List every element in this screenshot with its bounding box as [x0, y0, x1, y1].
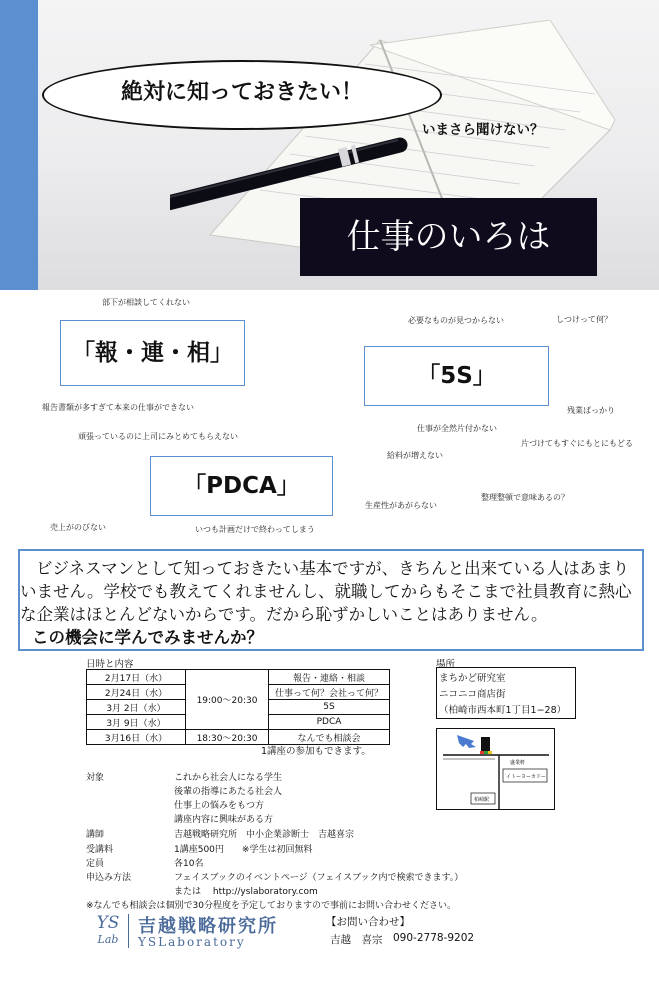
- fee-label: 受講料: [86, 845, 114, 855]
- capacity-label: 定員: [86, 859, 105, 869]
- concern-phrase: 部下が相談してくれない: [102, 298, 190, 307]
- logo-divider: [128, 914, 129, 948]
- hero-banner: [0, 0, 659, 290]
- lecturer-label: 講師: [86, 830, 105, 840]
- intro-line: ビジネスマンとして知っておきたい基本ですが、きちんと出来ている人はあまり: [36, 559, 630, 578]
- topic-box-pdca: 「PDCA」: [150, 456, 333, 516]
- page-title: 仕事のいろは: [346, 217, 551, 257]
- apply-value: フェイスブックのイベントページ（フェイスブック内で検索できます。）: [174, 873, 464, 883]
- concern-phrase: 仕事が全然片付かない: [417, 424, 497, 433]
- topic-box-5s: 「5S」: [364, 346, 549, 406]
- headline-text: 絶対に知っておきたい！: [120, 80, 363, 105]
- schedule-table: [86, 669, 390, 745]
- logo-mark: [88, 912, 128, 950]
- org-name: 吉越戦略研究所: [138, 916, 278, 937]
- venue-address: （柏崎市西本町1丁目1−28）: [439, 705, 567, 716]
- lecturer-value: 吉越戦略研究所 中小企業診断士 吉越喜宗: [174, 830, 355, 840]
- topic-cell: なんでも相談会: [269, 730, 390, 745]
- map-label: イトーヨーカドー: [506, 774, 546, 780]
- apply-label: 申込み方法: [86, 873, 132, 883]
- concern-phrase: 頑張っているのに上司にみとめてもらえない: [78, 432, 238, 441]
- capacity-value: 各10名: [174, 859, 204, 869]
- topic-cell: 5S: [269, 700, 390, 715]
- date-cell: 3月 9日（水）: [87, 715, 186, 730]
- accent-stripe: [0, 0, 38, 290]
- date-cell: 2月24日（水）: [87, 685, 186, 700]
- intro-call-to-action: この機会に学んでみませんか？: [32, 628, 263, 647]
- concern-phrase: 整理整頓で意味あるの？: [481, 493, 569, 502]
- venue-name: まちかど研究室: [439, 673, 506, 684]
- target-item: これから社会人になる学生: [174, 773, 283, 783]
- concern-phrase: 報告書類が多すぎて本来の仕事ができない: [42, 403, 194, 412]
- target-label: 対象: [86, 773, 105, 783]
- intro-line: いません。学校でも教えてくれませんし、就職してからもそこまで社員教育に熱心: [20, 582, 632, 601]
- venue-map: [436, 728, 555, 810]
- concern-phrase: 売上がのびない: [50, 523, 106, 532]
- target-item: 仕事上の悩みをもつ方: [174, 801, 265, 811]
- schedule-heading: 日時と内容: [86, 659, 134, 670]
- concern-phrase: 給料が増えない: [387, 451, 443, 460]
- schedule-note: 1講座の参加もできます。: [261, 746, 371, 757]
- contact-heading: 【お問い合わせ】: [326, 916, 410, 928]
- table-row: [87, 670, 390, 685]
- topic-cell: 仕事って何？会社って何？: [269, 685, 390, 700]
- target-item: 後輩の指導にあたる社会人: [174, 787, 283, 797]
- map-label: 盛業軒: [510, 760, 526, 766]
- concern-phrase: 片づけてもすぐにもとにもどる: [521, 439, 633, 448]
- date-cell: 3月16日（水）: [87, 730, 186, 745]
- topic-box-horenso: 「報・連・相」: [60, 320, 245, 386]
- date-cell: 3月 2日（水）: [87, 700, 186, 715]
- apply-url[interactable]: または http://yslaboratory.com: [174, 887, 318, 897]
- concern-phrase: 必要なものが見つからない: [408, 316, 504, 325]
- contact-name: 吉越 喜宗: [330, 934, 383, 946]
- concern-phrase: しつけって何？: [556, 315, 612, 324]
- map-label: 柏崎駅: [474, 797, 490, 803]
- venue-heading: 場所: [436, 659, 456, 670]
- concern-phrase: いつも計画だけで終わってしまう: [195, 525, 315, 534]
- map-drawing: [437, 729, 554, 809]
- time-cell: 19:00～20:30: [186, 670, 269, 730]
- logo-mark-lab: Lab: [97, 933, 119, 946]
- intro-line: な企業はほとんどないからです。だから恥ずかしいことはありません。: [20, 605, 548, 624]
- concern-phrase: 生産性があがらない: [365, 501, 437, 510]
- target-item: 講座内容に興味がある方: [174, 815, 274, 825]
- logo-mark-ys: YS: [96, 913, 120, 933]
- concern-phrase: 残業ばっかり: [567, 406, 615, 415]
- topic-cell: 報告・連絡・相談: [269, 670, 390, 685]
- org-name-en: YSLaboratory: [138, 935, 246, 949]
- time-cell: 18:30～20:30: [186, 730, 269, 745]
- footnote: ※なんでも相談会は個別で30分程度を予定しておりますので事前にお問い合わせください。: [86, 901, 456, 911]
- date-cell: 2月17日（水）: [87, 670, 186, 685]
- venue-street: ニコニコ商店街: [439, 689, 506, 700]
- contact-phone[interactable]: 090-2778-9202: [393, 932, 475, 944]
- fee-value: 1講座500円 ※学生は初回無料: [174, 845, 313, 855]
- topic-cell: PDCA: [269, 715, 390, 730]
- subtitle: いまさら聞けない？: [422, 122, 544, 138]
